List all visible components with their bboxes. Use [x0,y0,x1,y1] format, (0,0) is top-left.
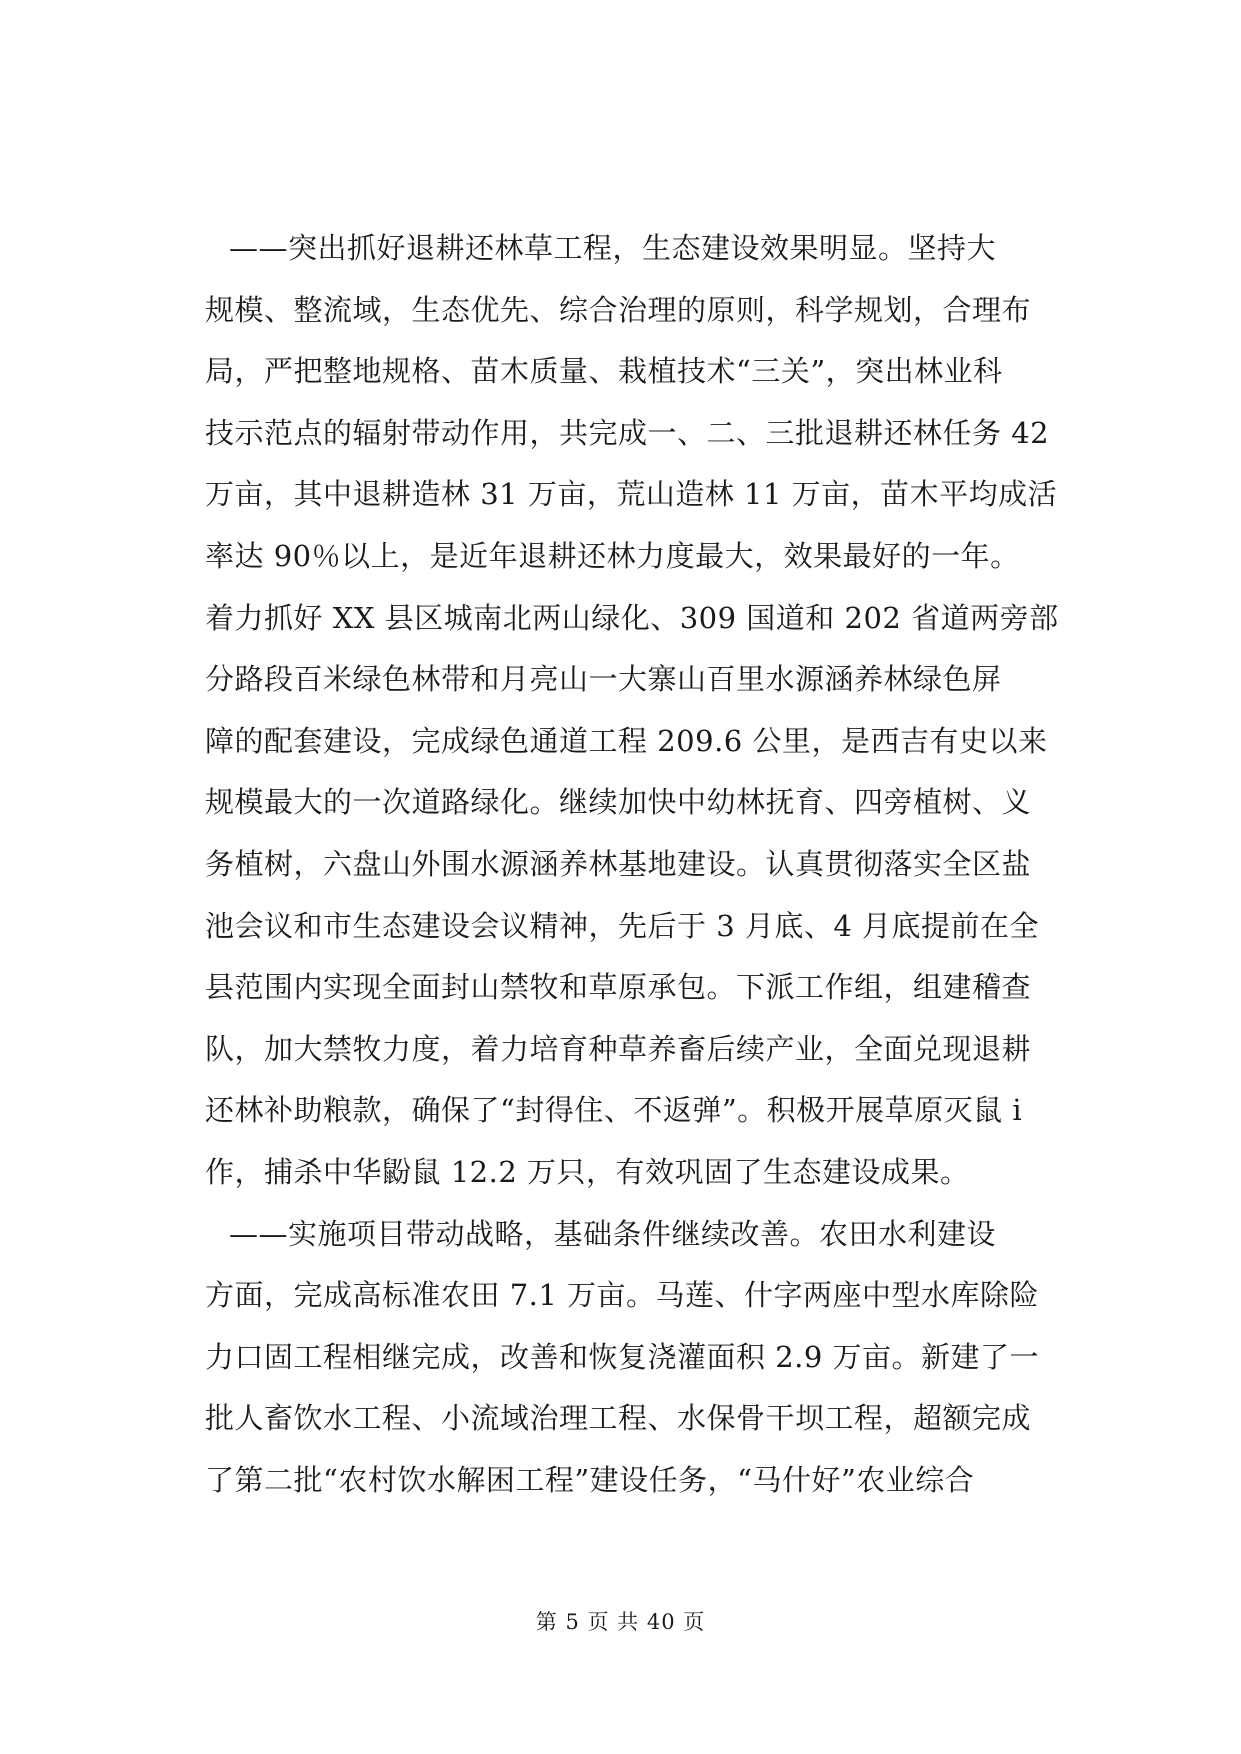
text-line: 力口固工程相继完成，改善和恢复浇灌面积 2.9 万亩。新建了一 [205,1339,1040,1374]
text-line: 队，加大禁牧力度，着力培育种草养畜后续产业，全面兑现退耕 [205,1031,1032,1066]
text-line: 技示范点的辐射带动作用，共完成一、二、三批退耕还林任务 42 [205,415,1050,450]
text-line: ——突出抓好退耕还林草工程，生态建设效果明显。坚持大 [229,231,997,265]
text-line: ——实施项目带动战略，基础条件继续改善。农田水利建设 [229,1216,997,1251]
text-line: 池会议和市生态建设会议精神，先后于 3 月底、4 月底提前在全 [205,908,1040,943]
text-line: 批人畜饮水工程、小流域治理工程、水保骨干坝工程，超额完成 [205,1401,1032,1436]
text-line: 务植树，六盘山外围水源涵养林基地建设。认真贯彻落实全区盐 [205,846,1032,881]
text-line: 规模最大的一次道路绿化。继续加快中幼林抚育、四旁植树、义 [205,785,1032,820]
text-line: 规模、整流域，生态优先、综合治理的原则，科学规划，合理布 [205,292,1032,327]
text-line: 还林补助粮款，确保了“封得住、不返弹”。积极开展草原灭鼠 i [205,1093,1023,1128]
text-line: 局，严把整地规格、苗木质量、栽植技术“三关”，突出林业科 [205,354,1003,389]
text-line: 着力抓好 XX 县区城南北两山绿化、309 国道和 202 省道两旁部 [205,600,1059,635]
text-line: 作，捕杀中华鼢鼠 12.2 万只，有效巩固了生态建设成果。 [205,1154,970,1189]
text-line: 方面，完成高标准农田 7.1 万亩。马莲、什字两座中型水库除险 [205,1278,1040,1313]
page-number: 第 5 页 共 40 页 [535,1610,706,1634]
text-line: 障的配套建设，完成绿色通道工程 209.6 公里，是西吉有史以来 [205,723,1048,758]
text-line: 了第二批“农村饮水解困工程”建设任务，“马什好”农业综合 [205,1462,975,1497]
text-line: 率达 90％以上，是近年退耕还林力度最大，效果最好的一年。 [205,538,1020,573]
text-line: 县范围内实现全面封山禁牧和草原承包。下派工作组，组建稽查 [205,970,1032,1005]
body-text [205,218,1085,1511]
text-line: 万亩，其中退耕造林 31 万亩，荒山造林 11 万亩，苗木平均成活 [205,477,1058,512]
text-line: 分路段百米绿色林带和月亮山一大寨山百里水源涵养林绿色屏 [205,662,1002,697]
